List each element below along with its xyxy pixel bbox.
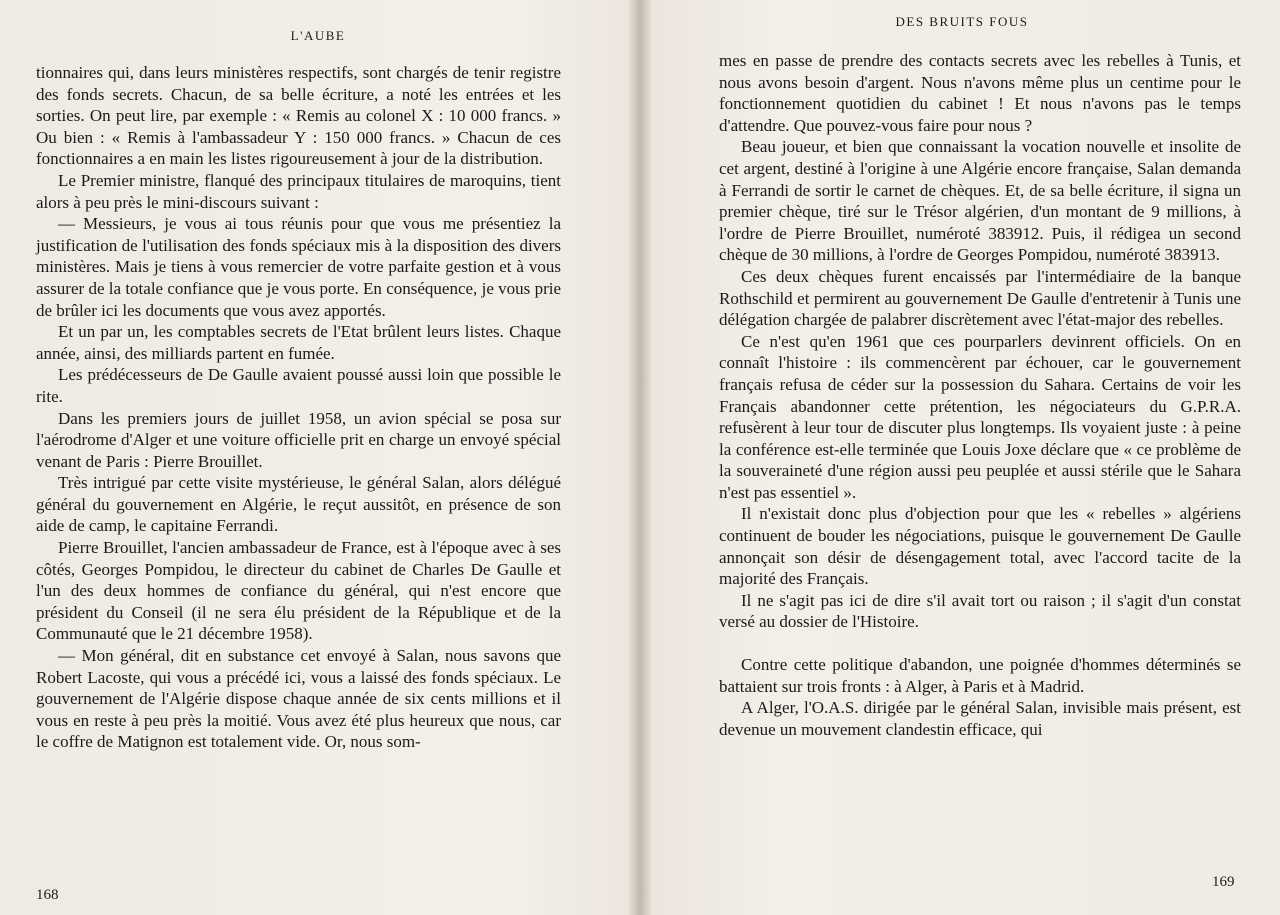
right-page-text [719, 50, 1241, 740]
right-paragraph-5: Il n'existait donc plus d'objection pour que les « rebelles » algériens continuent de bouder les négociations, puisque le gouvernement De Gaulle annonçait son désir de désengagement total, avec l'accord tacite de la majorité des Français. [719, 504, 1241, 589]
right-page-number: 169 [1212, 874, 1235, 890]
right-page [644, 0, 1280, 915]
left-page [0, 0, 636, 915]
right-running-head: DES BRUITS FOUS [895, 14, 1029, 29]
left-paragraph-2: Le Premier ministre, flanqué des principaux titulaires de maroquins, tient alors à peu près le mini-discours suivant : [36, 170, 561, 212]
left-page-text [36, 62, 561, 753]
left-paragraph-3: — Messieurs, je vous ai tous réunis pour que vous me présentiez la justification de l'utilisation des fonds spéciaux mis à la disposition des divers ministères. Mais je tiens à vous remercier de votre parfaite gestion et à vous assurer de la totale confiance que je vous porte. En conséquence, je vous prie de brûler ici les documents que vous avez apportés. [36, 214, 561, 320]
right-paragraph-1: mes en passe de prendre des contacts secrets avec les rebelles à Tunis, et nous avons besoin d'argent. Nous n'avons même plus un centime pour le fonctionnement quotidien du cabinet ! Et nous n'avons pas le temps d'attendre. Que pouvez-vous faire pour nous ? [719, 51, 1241, 135]
left-paragraph-8: Pierre Brouillet, l'ancien ambassadeur de France, est à l'époque avec à ses côtés, Georges Pompidou, le directeur du cabinet de Charles De Gaulle et l'un des deux hommes de confiance du général, qui n'est encore que président du Conseil (il ne sera élu président de la République et de la Communauté que le 21 décembre 1958). [36, 538, 561, 644]
left-paragraph-1: tionnaires qui, dans leurs ministères respectifs, sont chargés de tenir registre des fonds secrets. Chacun, de sa belle écriture, a noté les entrées et les sorties. On peut lire, par exemple : « Remis au colonel X : 10 000 francs. » Ou bien : « Remis à l'ambassadeur Y : 150 000 francs. » Chacun de ces fonctionnaires a en main les listes rigoureusement à jour de la distribution. [36, 63, 561, 169]
right-paragraph-6: Il ne s'agit pas ici de dire s'il avait tort ou raison ; il s'agit d'un constat versé au dossier de l'Histoire. [719, 590, 1241, 632]
left-paragraph-4: Et un par un, les comptables secrets de l'Etat brûlent leurs listes. Chaque année, ainsi, des milliards partent en fumée. [36, 322, 561, 363]
left-running-head: L'AUBE [290, 28, 346, 43]
left-page-number: 168 [36, 887, 59, 903]
right-paragraph-7: Contre cette politique d'abandon, une poignée d'hommes déterminés se battaient sur trois fronts : à Alger, à Paris et à Madrid. [719, 655, 1241, 696]
right-paragraph-2: Beau joueur, et bien que connaissant la vocation nouvelle et insolite de cet argent, destiné à l'origine à une Algérie encore française, Salan demanda à Ferrandi de sortir le carnet de chèques. Et, de sa belle écriture, il signa un premier chèque, tiré sur le Trésor algérien, d'un montant de 9 millions, à l'ordre de Pierre Brouillet, numéroté 383912. Puis, il rédigea un second chèque de 30 millions, à l'ordre de Georges Pompidou, numéroté 383913. [719, 137, 1241, 265]
right-paragraph-3: Ces deux chèques furent encaissés par l'intermédiaire de la banque Rothschild et permirent au gouvernement De Gaulle d'entretenir à Tunis une délégation chargée de palabrer discrètement avec l'état-major des rebelles. [719, 266, 1241, 330]
left-paragraph-5: Les prédécesseurs de De Gaulle avaient poussé aussi loin que possible le rite. [36, 365, 561, 406]
left-paragraph-9: — Mon général, dit en substance cet envoyé à Salan, nous savons que Robert Lacoste, qui vous a précédé ici, vous a laissé des fonds spéciaux. Le gouvernement de l'Algérie dispose chaque année de six cents millions et il vous en reste à peu près la moitié. Vous avez été plus heureux que nous, car le coffre de Matignon est totalement vide. Or, nous som- [36, 646, 561, 752]
right-paragraph-8: A Alger, l'O.A.S. dirigée par le général Salan, invisible mais présent, est devenue un mouvement clandestin efficace, qui [719, 698, 1241, 739]
right-paragraph-4: Ce n'est qu'en 1961 que ces pourparlers devinrent officiels. On en connaît l'histoire : ils commencèrent par échouer, car le gouvernement français refusa de céder sur la possession du Sahara. Certains de voir les Français abandonner cette prétention, les négociateurs du G.P.R.A. refusèrent à leur tour de discuter plus longtemps. Ils voyaient juste : à peine la conférence est-elle terminée que Louis Joxe déclare que « ce problème de la souveraineté d'une région aussi peu peuplée et aussi stérile que le Sahara n'est pas essentiel ». [719, 331, 1241, 502]
left-paragraph-7: Très intrigué par cette visite mystérieuse, le général Salan, alors délégué général du gouvernement en Algérie, le reçut aussitôt, en présence de son aide de camp, le capitaine Ferrandi. [36, 473, 561, 536]
left-paragraph-6: Dans les premiers jours de juillet 1958, un avion spécial se posa sur l'aérodrome d'Alger et une voiture officielle prit en charge un envoyé spécial venant de Paris : Pierre Brouillet. [36, 408, 561, 471]
